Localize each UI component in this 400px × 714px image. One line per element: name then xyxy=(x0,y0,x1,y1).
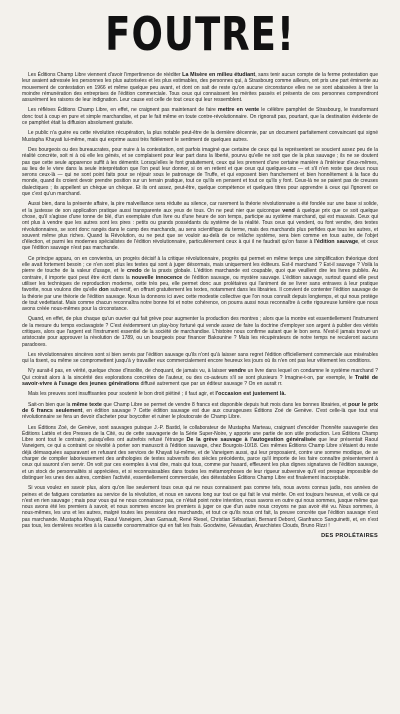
body-paragraph: Ce principe apparu, on en convientra, un progrès décisif à la critique révolutionnaire, progrès qui permet en même temps une simplification théorique dont elle avait fortement besoin ; ce n'en sont plus les textes qui sont à juger désormais, mais uniquement les éditeurs. Est-il marchand ? Est-il sauvage ? Voilà la pierre de touche de la valeur d'usage, et le credo de la praxis globale. L'édition marchande est coupable, quoi que veuillent dire les livres publiés. Au contraire, il importe quoi peut être écrit dans la nouvelle innocence de l'édition sauvage, ou mystère sauvage. L'édition sauvage, surtout quand elle peut utiliser les techniques de reproduction moderne, cette très peu, elle permet donc aux prolétaires qui l'animent de se livrer sans entraves à leur pratique favorite, nous voulons dire qu'elle don subversif, en offrant gratuitement les textes, notamment dans les librairies. Il convient de contenter l'édition sauvage de la théorie par une théorie de l'édition sauvage. Nous la donnons ici avec cette modestie collective que l'on nous connaît depuis longtemps, et qui nous protège de tout vedettariat. Mais comme chacun reconnaîtra notre bonne foi et notre cohérence, on pourra aussi nous reconnaître à cette rigoureuse lumière que nous avons créée nous-mêmes pour la circonstance. xyxy=(22,255,378,313)
emphasis-text: credo xyxy=(126,268,142,275)
body-paragraph: Les Éditions Champ Libre viennent d'avoir l'impertinence de rééditer La Misère en milieu étudiant, sans tenir aucun compte de la ferme protestation que leur avaient adressée les personnes les plus autorisées et les plus estimables, des personnes qui, à Strasbourg comme ailleurs, ont pris une part éminente au mouvement de contestation en 1966 et même quelque peu avant, et dont on sait de reste qu'on aucune circonstance elles ne se sont abaissées à tirer la moindre rémunération des entreprises de l'édition commerciale. Tous ceux qui connaissent les mérites passés et présents de ces personnes comprendront assurément les raisons de leur indignation. Leur cause est celle de tout ceux qui leur ressemblent. xyxy=(22,72,378,104)
emphasis-text: Traité de savoir-vivre à l'usage des jeunes générations xyxy=(22,374,378,388)
body-paragraph: Si vous voulez en savoir plus, alors qu'on lise seulement tous ceux qui ne nous connaissent pas comme tels, nous avons connus jadis, nos années de peines et de fatigues constantes au service de la révolution, et nous en savons long sur tout ce qui fait le vrai mérite. On est toujours heureux, et voilà ce qui n'est en rien sauvage ; mais pour vous qui ne nous connaissez pas, ce n'était point notre intention, nous savons en outre qui nous sommes, jusque même que nous avons été les premiers à savoir, et nous sommes encore les premiers à juger ce que d'un autre nous croyons ne pas avoir été vu. Nous sommes, à nous-mêmes, les uns et les autres, malgré toutes les pressions des marchands, et tout ce qu'ils nous ont fait, la preuve concrète que l'édition sauvage n'est pas marchande. Mustapha Khayati, Raoul Vaneigem, Jean Garnault, René Riesel, Christian Sébastiani, Bernard Debord, Gianfranco Sanguinetti, et, en n'est pas tous, les dernières recettes à la cassette consommatrice qui en fait les frais. Goodwine, Gévaudan, Anarchistes Clouds, Bruno Rizzi ! xyxy=(22,485,378,529)
emphasis-text: don xyxy=(98,287,109,294)
signature: DES PROLÉTAIRES xyxy=(321,533,378,540)
emphasis-text: l'édition sauvage xyxy=(314,239,359,246)
body-paragraph: Aussi bien, dans la présente affaire, la pire malveillance sera réduite au silence, car rarement la théorie révolutionnaire a été fondée sur une base si solide, et la justesse de son application pratique aussi transparente aux yeux de tous. On ne peut nier que quiconque vend à quelque prix que ce soit quelque chose, qu'il s'agisse d'une tonne de blé, d'un exemplaire d'un livre ou d'une heure de son temps, participe au système marchand, qui est mauvais. Ceux qui ont plus à vendre que les autres sont les pires : petits ou grands possédants du système de la réalité. Tous ceux qui vendent, ou font vendre, des textes révolutionnaires, se sont donc rangés dans le camp des marchands, au sens scientifique du terme, mais des marchands plus perfides que tous les autres, et souvent même plus riches. Quand la Révolution, ou ne peut que se vouloir au-delà de ce relâche système, sera bien comme en tous autre, de l'objet d'élection, et parmi les modernes spécialistes de l'édition révolutionnaire, particulièrement ceux à qui il ne faudrait qu'on fasse à l'édition sauvage, et ceux que l'édition sauvage n'est pas marchande. xyxy=(22,201,378,252)
emphasis-text: vendre xyxy=(228,368,246,375)
body-paragraph: Les réfléxes Éditions Champ Libre, en effet, ne craignent pas maintenant de faire mettre en vente le célèbre pamphlet de Strasbourg, le transformant donc tout à coup en pure et simple marchandise, et par le fait même en toute contre-révolutionnaire. On rignorait pas, pourtant, que la destination évidente de ce pamphlet était la diffusion absolument gratuite. xyxy=(22,107,379,127)
body-paragraph: Quand, en effet, de plus chaque qu'un ouvrier qui fait grève pour augmenter la production des montres ; alors que la montre est essentiellement l'instrument de la mesure du temps exclavagiste ? C'est évidemment un play-boy fortuné qui vende assez de faire la doctrine d'employer son argent à publier des vérités critiques, alors que l'argent est l'instrument essentiel de la société de marchandise. L'histoire nous confirme autant que le bon sens. N'est-il jamais trouvé un aristocrate pour approuver la révolution de 1789, ou un bourgeois pour financer Bakounine ? Mais les récupérateurs de notre temps ne reculeront aucuns paradoxes. xyxy=(22,316,378,348)
body-paragraph: Des bourgeois ou des bureaucrates, pour nuire à la contestation, ont parfois imaginé que certaine de ceux qui la représentent se soucient assez peu de la réalité concrète, soit ni à où elle les génés, et se complaisent pour leur part dans la liberté, pourvu qu'elle ne soit que de la plus sauvage ; ils ne se doutent pas que cette seule apparence suffit à les démentir. Lorsqu'elles le font gratuitement, ceux qui les prennent d'une certaine manière à l'intérieur d'eux-mêmes, au lieu de le vivre dans la seule interprétation que l'on peut leur donner, si on en retient et que ceux qui quelques-uns — et s'il n'en reste que deux nous serons ceux-là — qui ne sont point faits pour se réjouir sous le patronage de Truffe, et qui exposent bien franchement et bien honnêtement à la face du monde, quand ils croient devoir prendre position sur un terrain pratique, tout ce qu'ils en pensent et tout ce qu'ils y font. Ceux-là ne se paient pas de creuses dialectiques ; ils appellent un chèque un chèque. Et ils ont assez, peut-être, quelque compétence et quelques titres pour apprendre à ceux qui l'ignorent ce que c'est qu'un marchand. xyxy=(22,146,378,198)
body-paragraph: Les révolutionnaires sincères sont si bien servis par l'édition sauvage qu'ils n'ont qu'à laisser sans regret l'édition officiellement commerciale aux misérables qui la tisent, ou même se compromettent jusqu'à y travailler eux commercialement encore heureux les jours où ils n'en ont pas leur vêtement les conditions. xyxy=(22,351,378,365)
emphasis-text: pour le prix de 6 francs seulement xyxy=(22,401,378,414)
body-paragraph: Sait-on bien que la même texte que Champ Libre se permet de vendre 8 francs est disponible depuis huit mois dans les bonnes librairies, et pour le prix de 6 francs seulement, en édition sauvage ? Cette édition sauvage est due aux courageuses Éditions Zoé de Genève. C'est celle-là que tout vrai révolutionnaire se fera un devoir d'acheter pour boycotter et ruiner le ploutocrate de Champ Libre. xyxy=(22,401,378,421)
body-paragraph: Mais les preuves sont insuffisantes pour soutenir le bon droit piétiné ; il faut agir, et l'occasion est justement là. xyxy=(28,391,286,398)
emphasis-text: nouvelle innocence xyxy=(131,274,183,281)
emphasis-text: La Misère en milieu étudiant xyxy=(182,72,256,78)
emphasis-text: De la grève sauvage à l'autogestion généralisée xyxy=(186,437,316,444)
emphasis-text: mettre en vente xyxy=(217,107,260,114)
body-paragraph: N'y aurait-il pas, en vérité, quelque chose d'insolite, de choquant, de jamais vu, à laisser vendre un livre dans lequel on condamne le système marchand ? Qui croirait alors à la sincérité des explorations concrètes de l'auteur, ou des co-auteurs s'il se sont plusieurs ? Imagine-t-on, par exemple, le Traité de savoir-vivre à l'usage des jeunes générations diffusé autrement que par un éditeur sauvage ? On en aurait rr. xyxy=(22,368,378,388)
body-paragraph: Les Éditions Zoé, de Genève, sont sauvages puisque J.-P. Bastid, le collaborateur de Mustapha Marteau, craignant d'encéder l'honnête sauvagerie des Éditions Lattès et des Presses de la Cité, ou de cette sauvagerie de la Série Super-Noire, y apporte une partie de son utile production. Les Éditions Champ Libre sont tout le contraire, puisqu'elles ont autrefois refusé l'étrange De la grève sauvage à l'autogestion généralisée que leur présentait Raoul Vaneigem, ce qui a contraint ce révolté à porter son manuscrit à l'édition sauvage, chez Bourgois-10/18. Ces mêmes Éditions Champ Libre s'étaient du reste déjà démasquées auparavant en refusant des services de Khayati lui-même, et de Vaneigem aussi, qui leur proposaient, contre une somme modique, de se charger de compiler laborieusement des anthologies de textes subversifs des siècles précédents, parce qu'il importe de les faire connaître présentement à ceux qui sauront s'en servir. On voit par ces exemples à vrai dire, mais qui tous, comme par hasard, effleurent les plus dignes signatures de l'édition sauvage, et un stock de personnalités si appréciées, et si reconnaissables dans toutes les métamorphoses de leur rigueur subversive qu'il est presque impossible de distinguer les unes des autres, combien l'activité, essentiellement commerciale, des détestables Éditions Champ Libre est finalement inacceptable. xyxy=(22,424,378,481)
page-title: FOUTRE! xyxy=(105,7,295,62)
emphasis-text: vend xyxy=(282,207,295,214)
emphasis-text: l'occasion est justement là. xyxy=(215,391,286,398)
pamphlet-body xyxy=(22,72,378,529)
emphasis-text: même texte xyxy=(71,401,102,408)
body-paragraph: Le public n'a guère eu cette révolution récupération, la plus notable peut-être de la dernière décennie, par un document parfaitement convaincant qui signé Mustapha Khayati lui-même, mais qui exprime aussi très fidèlement le sentiment de quelques autres. xyxy=(22,130,378,143)
